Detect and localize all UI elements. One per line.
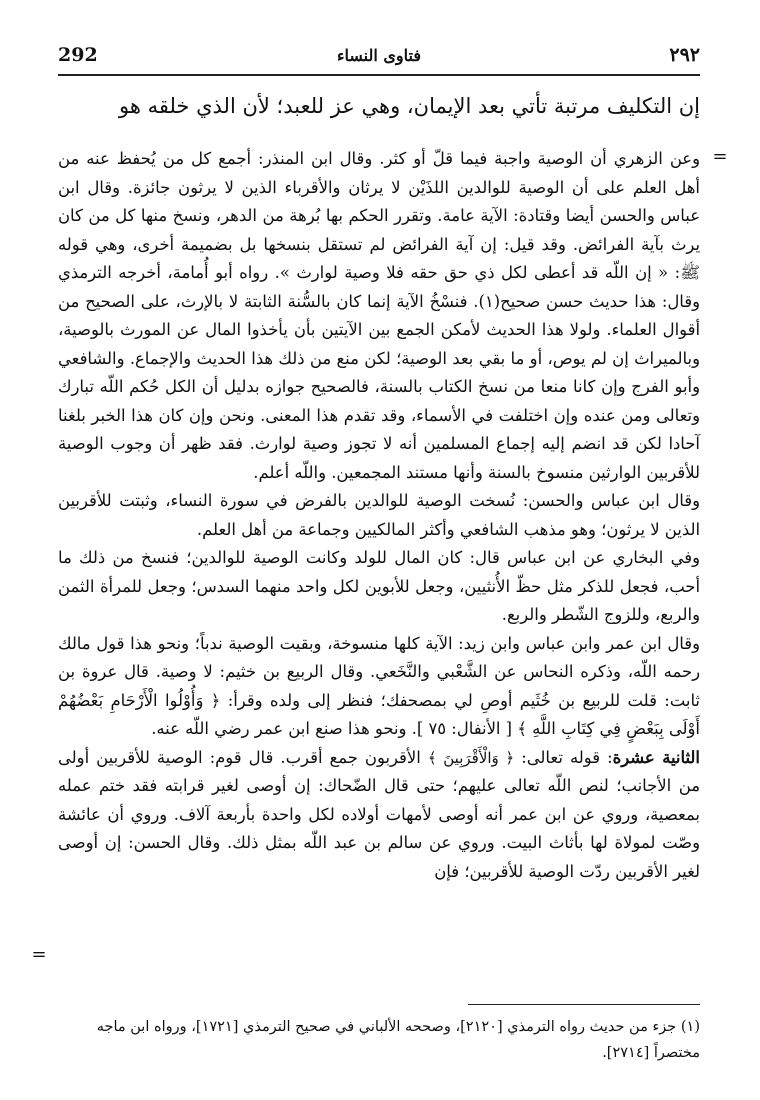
- section-label: الثانية عشرة: [612, 747, 700, 767]
- footnote-divider: [468, 1004, 700, 1005]
- running-title: فتاوى النساء: [337, 46, 421, 65]
- continuation-mark-start: =: [712, 146, 728, 167]
- page-number-latin: 292: [58, 44, 98, 66]
- section-paragraph: [58, 744, 700, 887]
- top-line-text: إن التكليف مرتبة تأتي بعد الإيمان، وهي عز للعبد؛ لأن الذي خلقه هو: [119, 94, 700, 118]
- section-body: الأقربون جمع أقرب. قال قوم: الوصية للأقربين أولى من الأجانب؛ لنص اللّه تعالى عليهم؛ حتى قال الضّحاك: إن أوصى لغير قرابته فقد ختم عمله بمعصية، وروي عن ابن عمر أنه أوصى لأمهات أولاده لكل واحدة بأربعة آلاف. وروي أن عائشة وصّت لمولاة لها بأثاث البيت. وروي عن سالم بن عبد اللّه بمثل ذلك. وقال الحسن: إن أوصى لغير الأقربين ردّت الوصية للأقربين؛ فإن: [58, 747, 700, 881]
- main-text: [58, 145, 700, 886]
- paragraph: وفي البخاري عن ابن عباس قال: كان المال للولد وكانت الوصية للوالدين؛ فنسخ من ذلك ما أحب، فجعل للذكر مثل حظّ الأُنثيين، وجعل للأبوين لكل واحد منهما السدس؛ وجعل للمرأة الثمن والربع، وللزوج الشّطر والربع.: [58, 548, 700, 624]
- paragraph: وقال ابن عمر وابن عباس وابن زيد: الآية كلها منسوخة، وبقيت الوصية ندباً؛ ونحو هذا قول مالك رحمه اللّه، وذكره النحاس عن الشَّعْبي والنَّخَعي. وقال الربيع بن خثيم: لا وصية. قال عروة بن ثابت: قلت للربيع بن خُثَيم أوصِ لي بمصحفك؛ فنظر إلى ولده وقرأ: ﴿ وَأُوْلُوا الْأَرْحَامِ بَعْضُهُمْ أَوْلَى بِبَعْضٍ فِي كِتَابِ اللَّهِ ﴾ [ الأنفال: ٧٥ ]. ونحو هذا صنع ابن عمر رضي اللّه عنه.: [58, 633, 700, 738]
- page-number-arabic: ٢٩٢: [669, 44, 700, 66]
- section-intro: : قوله تعالى:: [514, 747, 613, 767]
- footnote-item: (١) جزء من حديث رواه الترمذي [٢١٢٠]، وصححه الألباني في صحيح الترمذي [١٧٢١]، ورواه ابن ماجه مختصراً [٢٧١٤].: [96, 1019, 700, 1061]
- continuation-mark-end: =: [31, 944, 47, 965]
- footnotes: [58, 1014, 700, 1066]
- paragraph: وعن الزهري أن الوصية واجبة فيما قلّ أو كثر. وقال ابن المنذر: أجمع كل من يُحفظ عنه من أهل العلم على أن الوصية للوالدين اللذَيْن لا يرثان والأقرباء الذين لا يرثون جائزة. وقال ابن عباس والحسن أيضا وقتادة: الآية عامة. وتقرر الحكم بها بُرهة من الدهر، ونسخ منها كل من كان يرث بآية الفرائض. وقد قيل: إن آية الفرائض لم تستقل بنسخها بل بضميمة أخرى، وهي قوله ﷺ: « إن اللّه قد أعطى لكل ذي حق حقه فلا وصية لوارث ». رواه أبو أُمامة، أخرجه الترمذي وقال: هذا حديث حسن صحيح(١). فنسْخُ الآية إنما كان بالسُّنة الثابتة لا بالإرث، على الصحيح من أقوال العلماء. ولولا هذا الحديث لأمكن الجمع بين الآيتين بأن يأخذوا المال عن المورث بالوصية، وبالميراث إن لم يوص، أو ما بقي بعد الوصية؛ لكن منع من ذلك هذا الحديث والإجماع. والشافعي وأبو الفرج وإن كانا منعا من نسخ الكتاب بالسنة، فالصحيح جوازه بدليل أن الكل حُكم اللّه تبارك وتعالى ومن عنده وإن اختلفت في الأسماء، وقد تقدم هذا المعنى. ونحن وإن كان هذا الخبر بلغنا آحادا لكن قد انضم إليه إجماع المسلمين أنه لا تجوز وصية لوارث. فقد ظهر أن وجوب الوصية للأقربين الوارثين منسوخ بالسنة وأنها مستند المجمعين. واللّه أعلم.: [58, 149, 701, 482]
- quran-quote: ﴿ وَالْأَقْرَبِينَ ﴾: [427, 748, 515, 767]
- paragraph: وقال ابن عباس والحسن: نُسخت الوصية للوالدين بالفرض في سورة النساء، وثبتت للأقربين الذين لا يرثون؛ وهو مذهب الشافعي وأكثر المالكيين وجماعة من أهل العلم.: [58, 491, 700, 539]
- page-header: [58, 40, 700, 76]
